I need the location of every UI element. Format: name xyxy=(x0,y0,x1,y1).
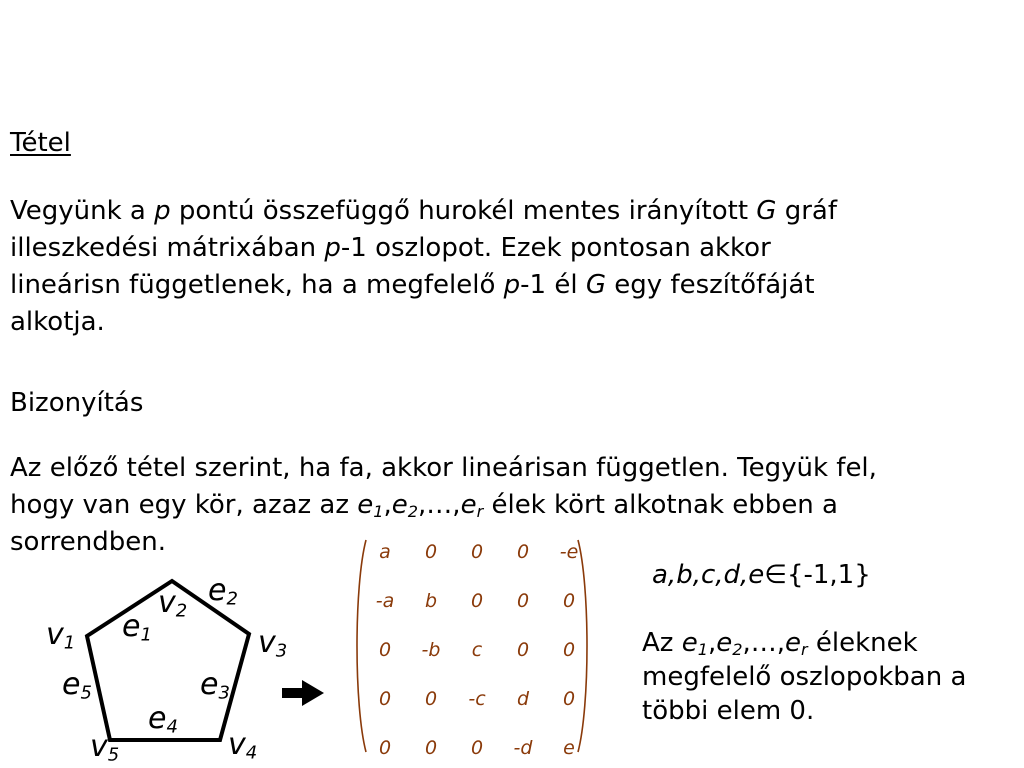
explanation-line-1: Az $e_1,e_2,\dots,e_r$ éleknek xyxy=(642,628,918,660)
explanation-text xyxy=(642,626,966,728)
set-note: a,b,c,d,e∈{-1,1} xyxy=(652,560,871,590)
matrix-cell: 0 xyxy=(562,688,576,710)
matrix-cell: 0 xyxy=(378,639,392,661)
theorem-line-4: alkotja. xyxy=(10,307,105,337)
matrix-cell: -a xyxy=(375,590,395,612)
matrix-cell: -c xyxy=(468,688,486,710)
matrix-cell: 0 xyxy=(424,541,438,563)
vertex-label-v2: $v_2$ xyxy=(158,585,188,622)
proof-line-1: Az előző tétel szerint, ha fa, akkor lineárisan független. Tegyük fel, xyxy=(10,453,877,483)
edge-label-e5: $e_5$ xyxy=(62,667,92,704)
explanation-line-3: többi elem 0. xyxy=(642,696,815,726)
matrix-cell: 0 xyxy=(562,590,576,612)
edge-label-e4: $e_4$ xyxy=(148,701,178,738)
matrix-cell: 0 xyxy=(424,688,438,710)
vertex-label-v4: $v_4$ xyxy=(228,727,258,764)
proof-line-3: sorrendben. xyxy=(10,527,167,557)
matrix-cell: 0 xyxy=(562,639,576,661)
edge-label-e1: $e_1$ xyxy=(122,609,152,646)
theorem-line-1: Vegyünk a p pontú összefüggő hurokél mentes irányított G gráf xyxy=(10,196,837,226)
matrix-cell: d xyxy=(516,688,530,710)
edge-label-e2: $e_2$ xyxy=(208,573,238,610)
explanation-line-2: megfelelő oszlopokban a xyxy=(642,662,967,692)
vertex-label-v5: $v_5$ xyxy=(90,729,120,766)
theorem-line-3: lineárisn függetlenek, ha a megfelelő p-1 él G egy feszítőfáját xyxy=(10,270,815,300)
matrix-cell: 0 xyxy=(378,737,392,759)
matrix-cell: 0 xyxy=(516,639,530,661)
edge-label-e3: $e_3$ xyxy=(200,667,230,704)
matrix-cell: 0 xyxy=(516,541,530,563)
matrix-cell: a xyxy=(379,541,391,563)
matrix-cell: e xyxy=(563,737,575,759)
proof-line-2: hogy van egy kör, azaz az $e_1,e_2,\dots,e_r$ élek kört alkotnak ebben a xyxy=(10,490,838,522)
theorem-title: Tétel xyxy=(10,128,71,158)
matrix-cell: b xyxy=(424,590,438,612)
matrix-cell: c xyxy=(471,639,483,661)
matrix-cell: -b xyxy=(421,639,441,661)
matrix-cell: -e xyxy=(559,541,579,563)
matrix-cell: 0 xyxy=(470,737,484,759)
matrix-cell: 0 xyxy=(470,541,484,563)
matrix-cell: 0 xyxy=(424,737,438,759)
matrix-cell: 0 xyxy=(470,590,484,612)
matrix-cell: 0 xyxy=(516,590,530,612)
theorem-text xyxy=(10,193,837,341)
proof-title: Bizonyítás xyxy=(10,388,144,418)
vertex-label-v3: $v_3$ xyxy=(258,625,288,662)
vertex-label-v1: $v_1$ xyxy=(46,617,76,654)
matrix-cell: 0 xyxy=(378,688,392,710)
incidence-matrix xyxy=(362,543,592,758)
arrow-right-icon xyxy=(280,678,326,708)
matrix-cell: -d xyxy=(513,737,533,759)
theorem-line-2: illeszkedési mátrixában p-1 oszlopot. Ezek pontosan akkor xyxy=(10,233,771,263)
